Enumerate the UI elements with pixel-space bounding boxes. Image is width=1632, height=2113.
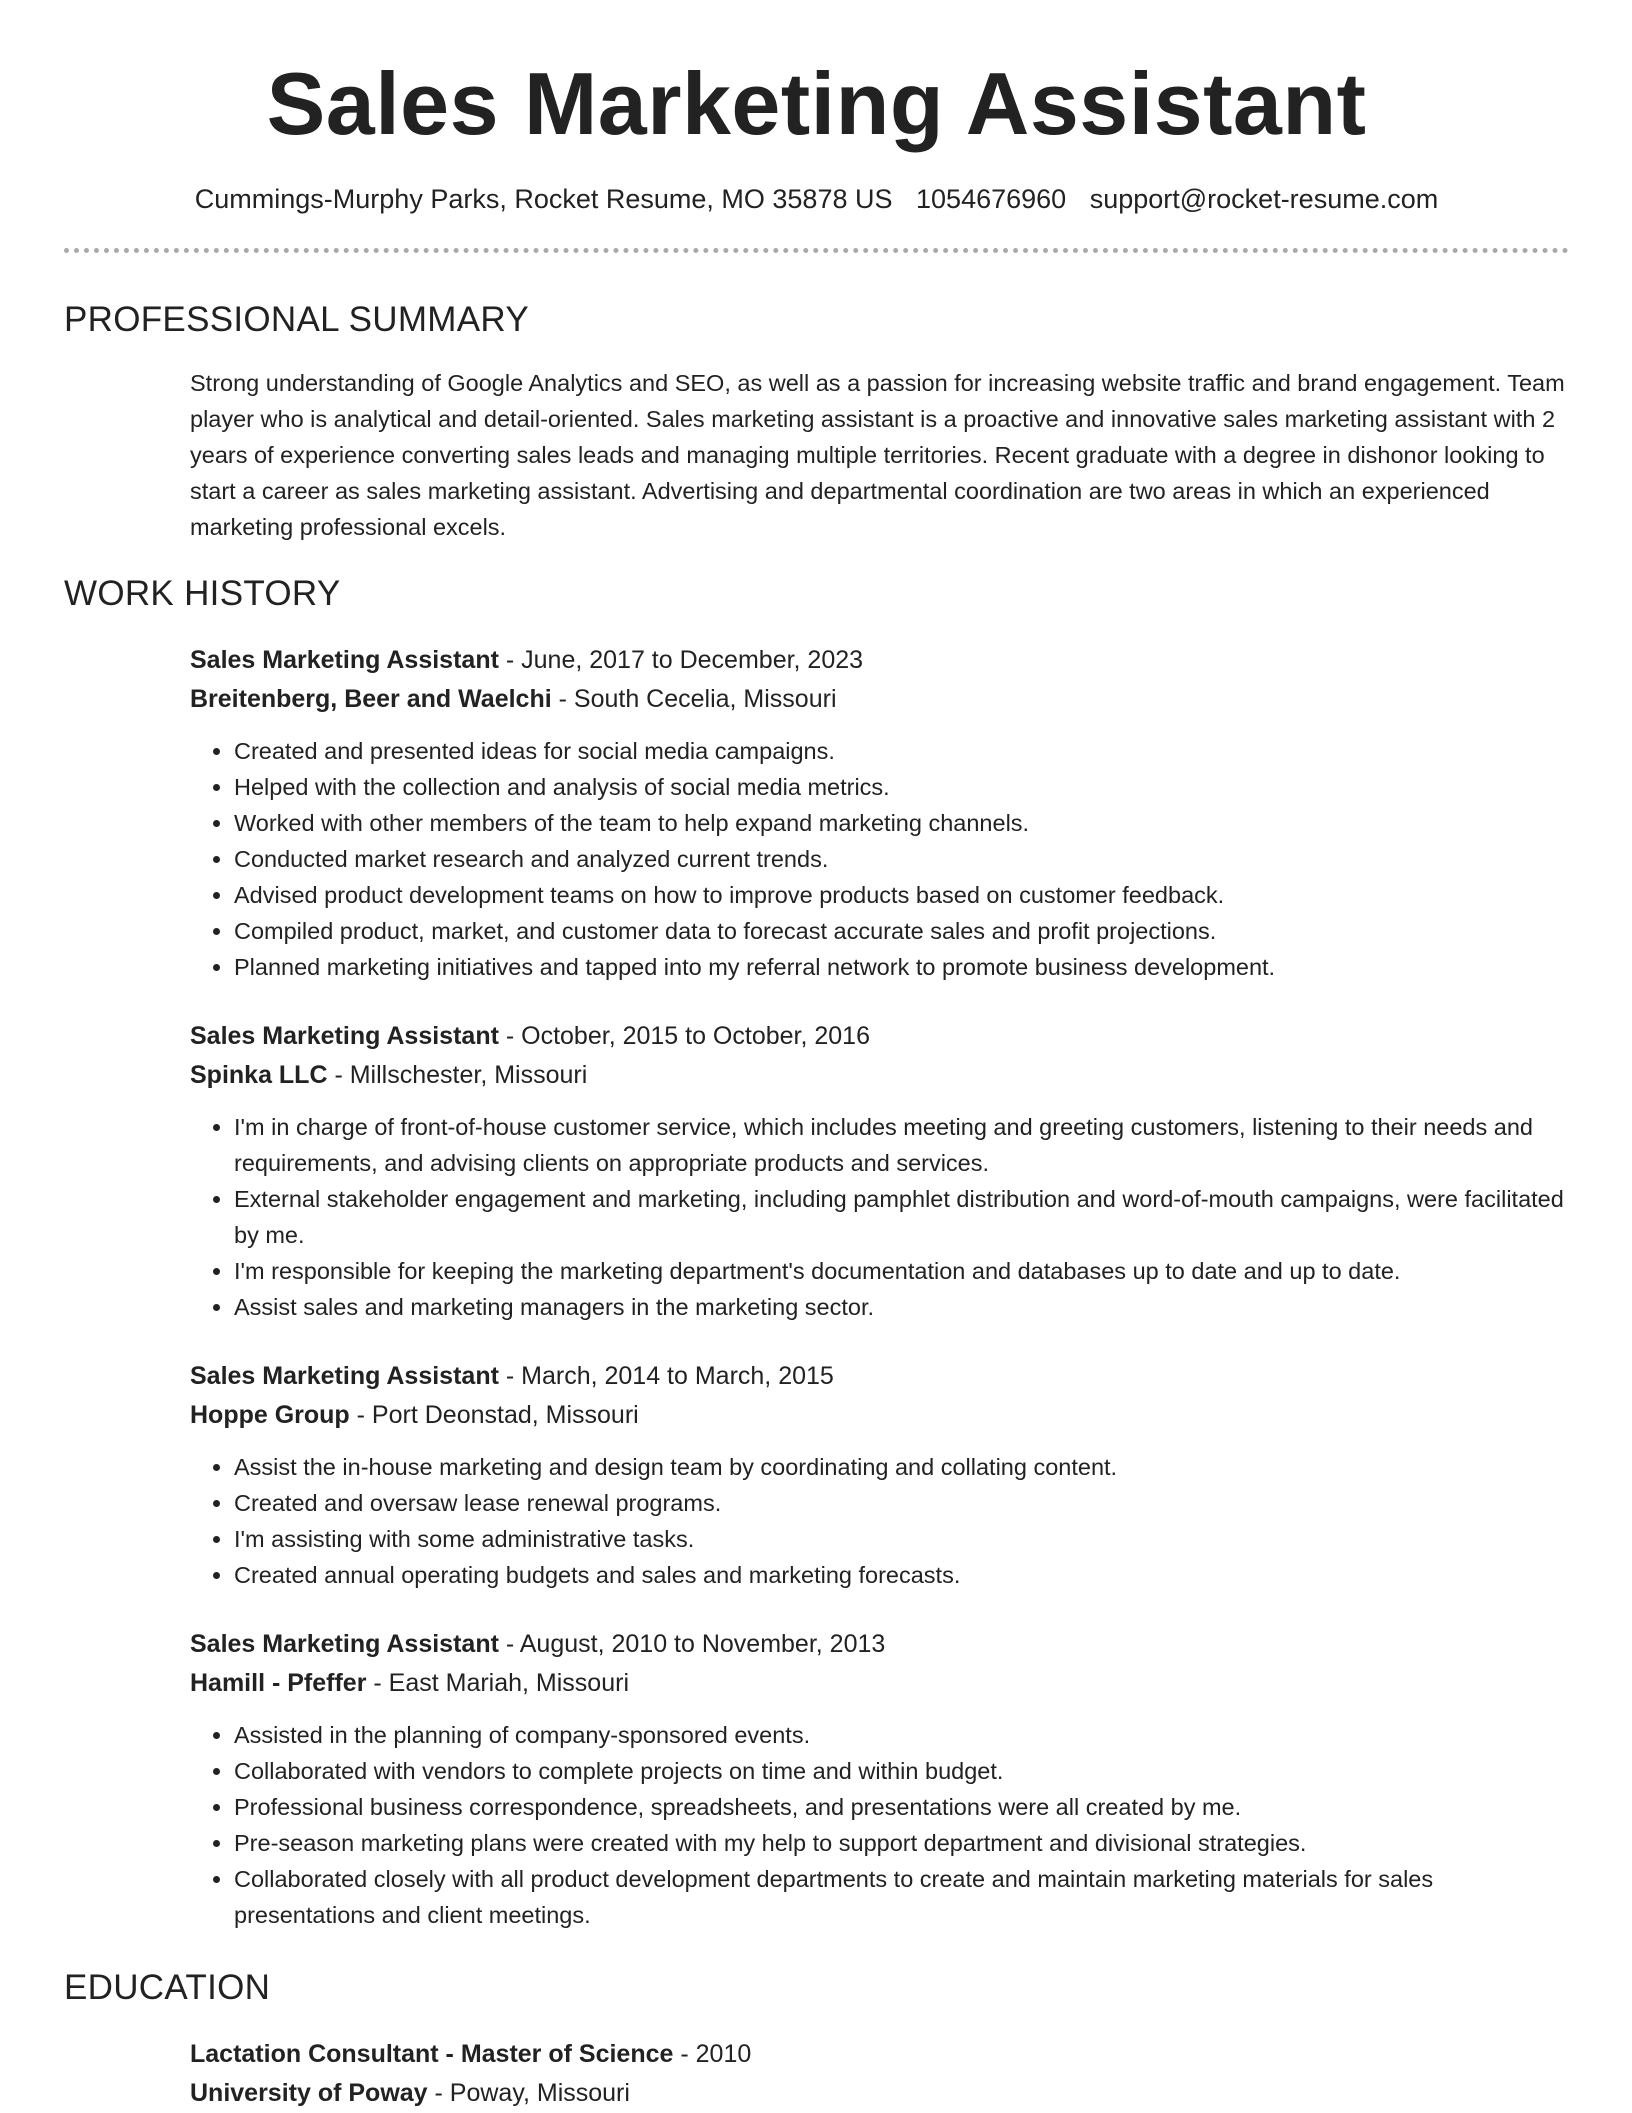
duty-item: • Advised product development teams on how to improve products based on customer feedback. (234, 877, 1569, 913)
duty-item: • Conducted market research and analyzed current trends. (234, 841, 1569, 877)
education-year: - 2010 (673, 2040, 752, 2068)
duty-item: • Created and presented ideas for social media campaigns. (234, 733, 1569, 769)
job-role: Sales Marketing Assistant (190, 1362, 499, 1390)
job-dates: - October, 2015 to October, 2016 (498, 1022, 870, 1050)
duty-item: • Collaborated closely with all product development departments to create and maintain marketing materials for sales presentations and client meetings. (234, 1861, 1569, 1933)
job-title-line (190, 1357, 1569, 1396)
job-title-line (190, 1017, 1569, 1056)
job-company-line (190, 1056, 1569, 1095)
job-duties (190, 733, 1569, 985)
duty-item: • I'm responsible for keeping the marketing department's documentation and databases up to date and up to date. (234, 1253, 1569, 1289)
duty-item: • Created and oversaw lease renewal programs. (234, 1485, 1569, 1521)
job-location: - East Mariah, Missouri (366, 1669, 629, 1697)
education-degree-line (190, 2035, 1569, 2074)
job-role: Sales Marketing Assistant (190, 1630, 499, 1658)
education-location: - Poway, Missouri (427, 2079, 630, 2107)
job-dates: - June, 2017 to December, 2023 (498, 646, 864, 674)
education-heading: EDUCATION (64, 1968, 271, 2007)
job-company: Hamill - Pfeffer (190, 1669, 367, 1697)
duty-item: • Planned marketing initiatives and tapped into my referral network to promote business development. (234, 949, 1569, 985)
duty-item: • Assist the in-house marketing and design team by coordinating and collating content. (234, 1449, 1569, 1485)
job-company: Hoppe Group (190, 1401, 350, 1429)
summary-heading: PROFESSIONAL SUMMARY (64, 300, 529, 339)
education-degree: Lactation Consultant - Master of Science (190, 2040, 674, 2068)
duty-item: • Professional business correspondence, spreadsheets, and presentations were all created by me. (234, 1789, 1569, 1825)
contact-line (64, 182, 1569, 216)
job-entry (190, 1625, 1569, 1933)
job-location: - Port Deonstad, Missouri (349, 1401, 639, 1429)
job-company-line (190, 1396, 1569, 1435)
duty-item: • Pre-season marketing plans were created with my help to support department and divisional strategies. (234, 1825, 1569, 1861)
duty-item: • Created annual operating budgets and sales and marketing forecasts. (234, 1557, 1569, 1593)
job-duties (190, 1109, 1569, 1325)
job-company: Spinka LLC (190, 1061, 328, 1089)
duty-item: • Worked with other members of the team to help expand marketing channels. (234, 805, 1569, 841)
duty-item: • Collaborated with vendors to complete projects on time and within budget. (234, 1753, 1569, 1789)
job-entry (190, 1017, 1569, 1325)
job-duties (190, 1717, 1569, 1933)
education-entry (190, 2035, 1569, 2113)
work-history-heading: WORK HISTORY (64, 574, 341, 613)
duty-item: • Helped with the collection and analysis of social media metrics. (234, 769, 1569, 805)
duty-item: • I'm in charge of front-of-house customer service, which includes meeting and greeting customers, listening to their needs and requirements, and advising clients on appropriate products and services. (234, 1109, 1569, 1181)
job-role: Sales Marketing Assistant (190, 646, 499, 674)
job-location: - South Cecelia, Missouri (551, 685, 837, 713)
job-entry (190, 1357, 1569, 1593)
job-title-line (190, 641, 1569, 680)
job-duties (190, 1449, 1569, 1593)
job-company-line (190, 680, 1569, 719)
resume-name: Sales Marketing Assistant (266, 54, 1367, 153)
education-school-line (190, 2074, 1569, 2113)
header-divider (64, 248, 1569, 253)
job-location: - Millschester, Missouri (327, 1061, 588, 1089)
duty-item: • Assist sales and marketing managers in the marketing sector. (234, 1289, 1569, 1325)
work-history-list (190, 641, 1569, 1933)
summary-text: Strong understanding of Google Analytics and SEO, as well as a passion for increasing website traffic and brand engagement. Team player who is analytical and detail-oriented. Sales marketing assistant is a proactive and innovative sales marketing assistant with 2 years of experience converting sales leads and managing multiple territories. Recent graduate with a degree in dishonor looking to start a career as sales marketing assistant. Advertising and departmental coordination are two areas in which an experienced marketing professional excels. (190, 370, 1565, 540)
duty-item: • External stakeholder engagement and marketing, including pamphlet distribution and word-of-mouth campaigns, were facilitated by me. (234, 1181, 1569, 1253)
job-entry (190, 641, 1569, 985)
job-company: Breitenberg, Beer and Waelchi (190, 685, 552, 713)
resume-page (64, 0, 1569, 2113)
contact-email: support@rocket-resume.com (1089, 184, 1439, 214)
contact-address: Cummings-Murphy Parks, Rocket Resume, MO 35878 US (194, 184, 893, 214)
education-school: University of Poway (190, 2079, 428, 2107)
job-company-line (190, 1664, 1569, 1703)
job-role: Sales Marketing Assistant (190, 1022, 499, 1050)
job-title-line (190, 1625, 1569, 1664)
duty-item: • Assisted in the planning of company-sponsored events. (234, 1717, 1569, 1753)
job-dates: - August, 2010 to November, 2013 (498, 1630, 886, 1658)
job-dates: - March, 2014 to March, 2015 (498, 1362, 834, 1390)
contact-phone: 1054676960 (916, 184, 1067, 214)
duty-item: • Compiled product, market, and customer data to forecast accurate sales and profit projections. (234, 913, 1569, 949)
duty-item: • I'm assisting with some administrative tasks. (234, 1521, 1569, 1557)
